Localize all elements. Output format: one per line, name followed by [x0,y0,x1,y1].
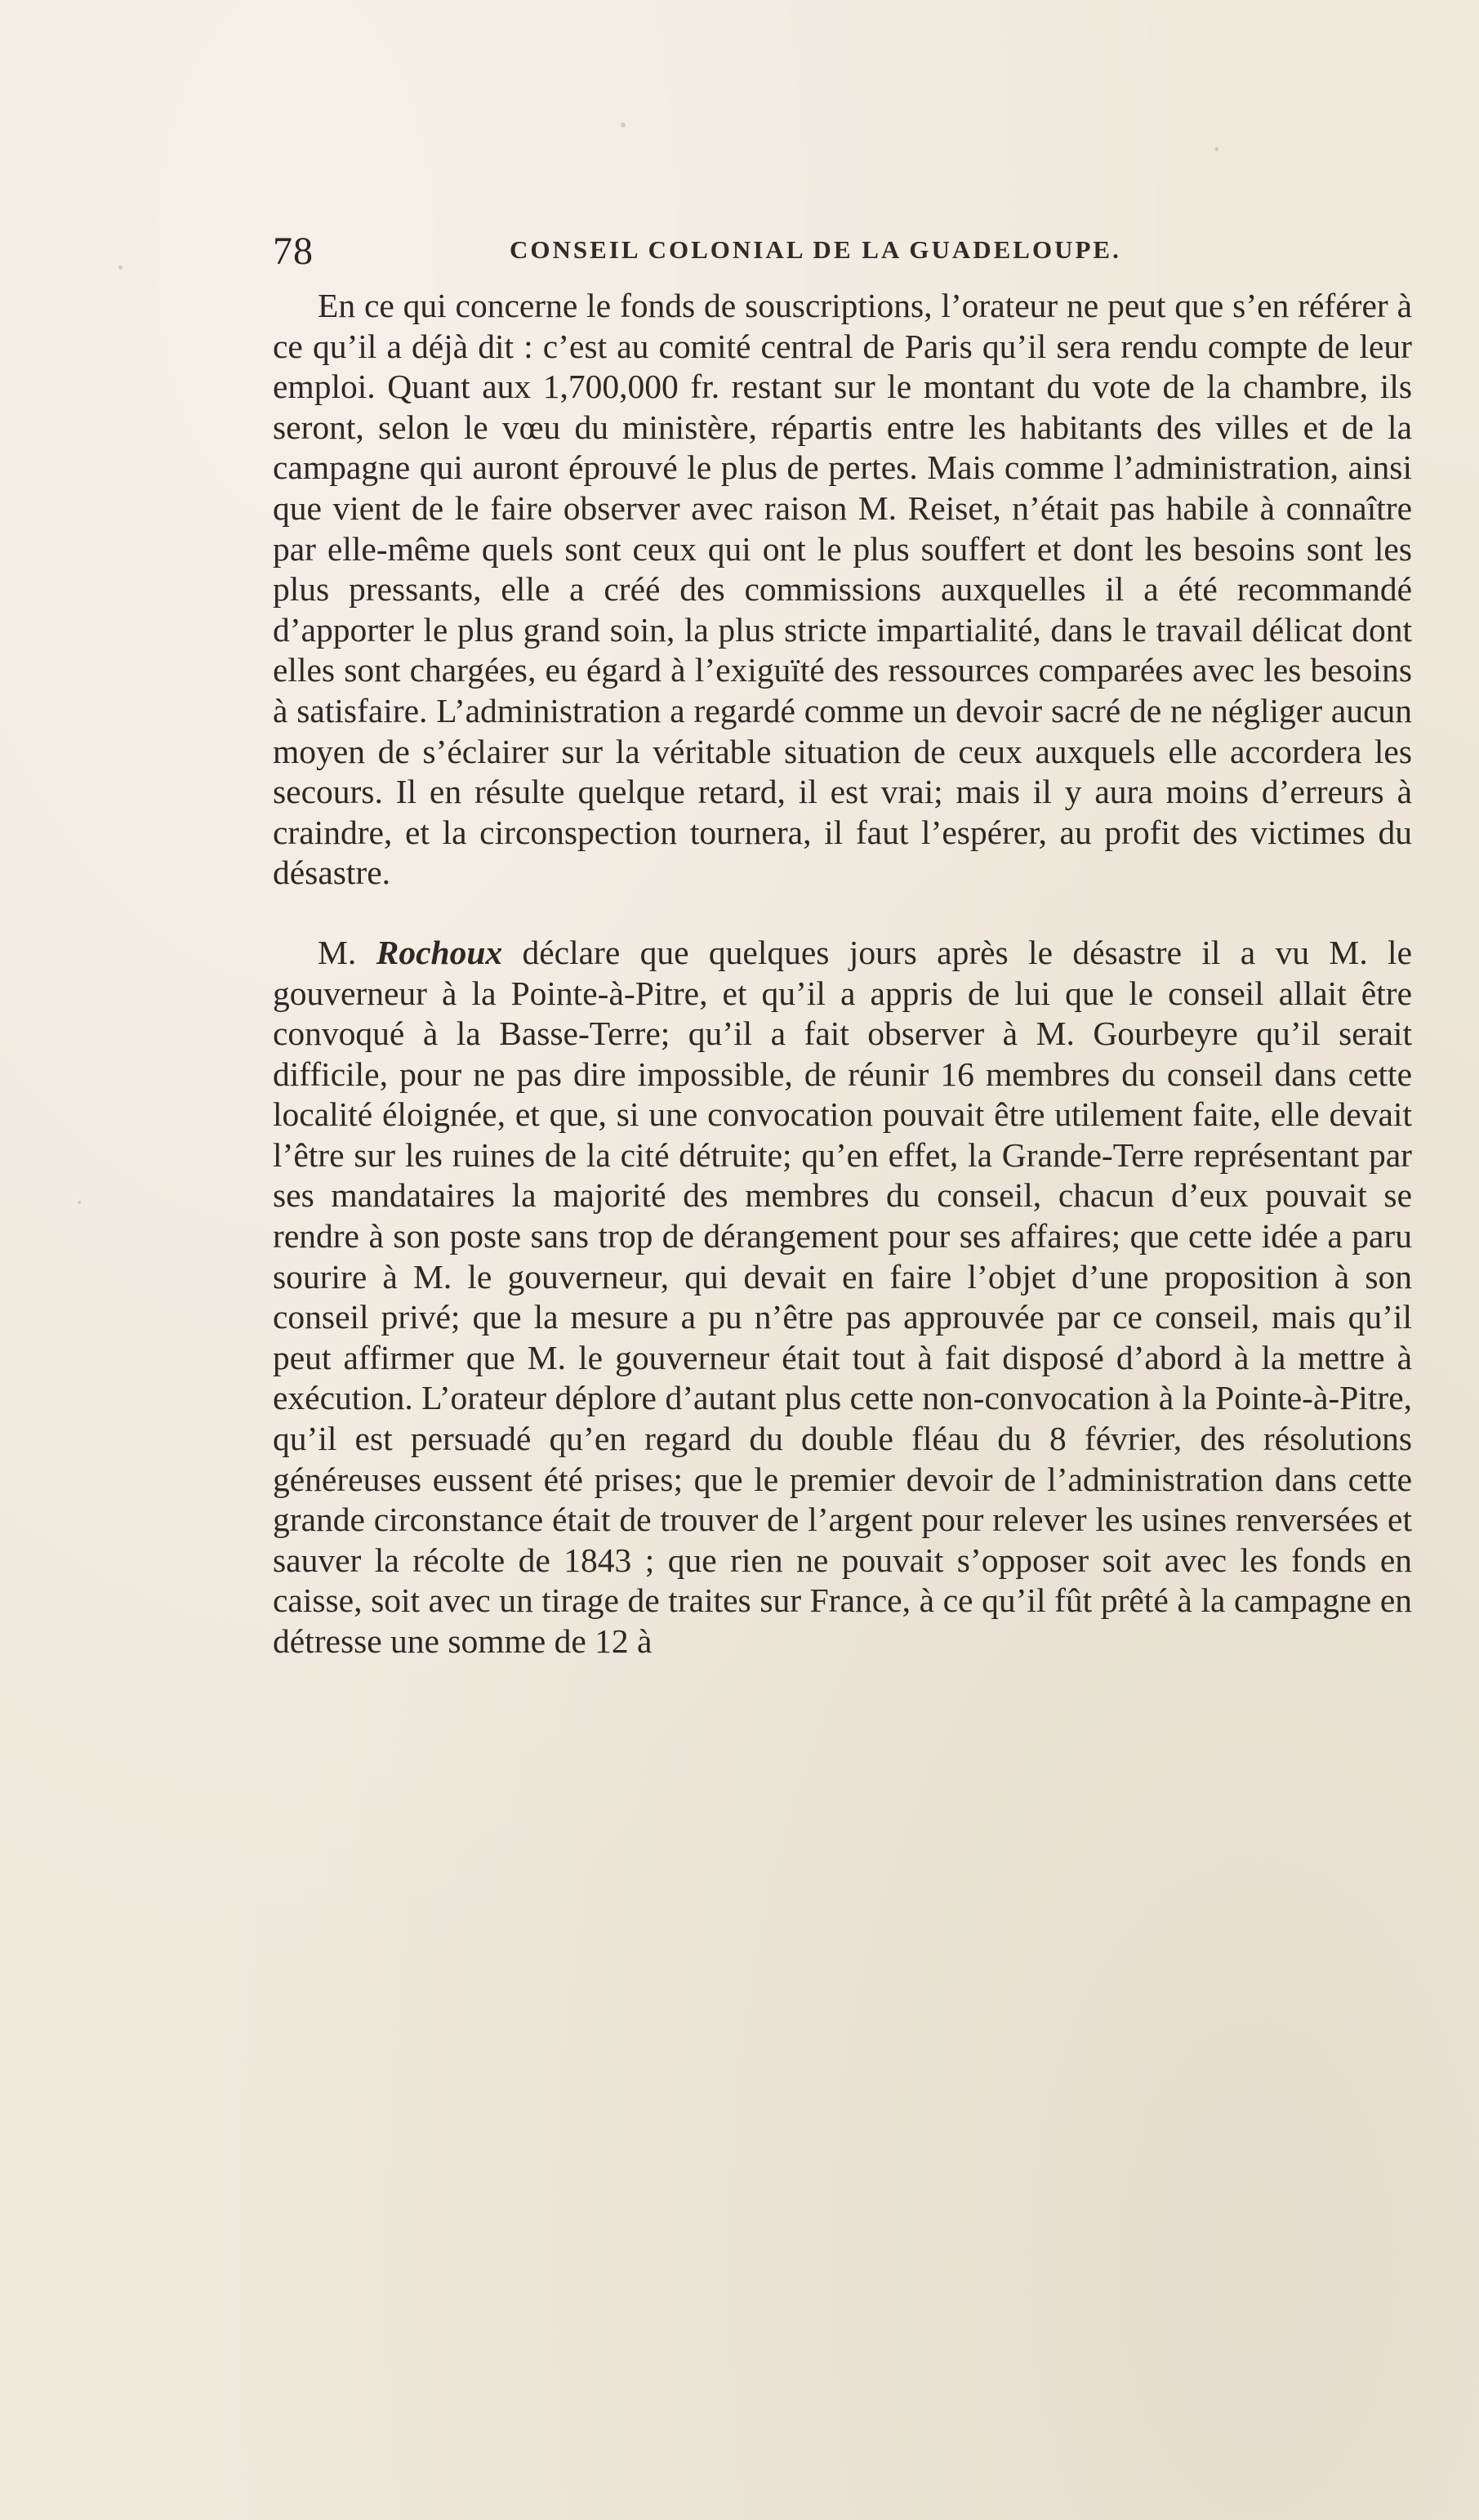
book-page [273,229,1412,1662]
running-title: CONSEIL COLONIAL DE LA GUADELOUPE. [510,235,1121,264]
running-head [273,229,1412,286]
paper-speck [1215,147,1218,151]
paper-speck [621,123,626,127]
paragraph-rochoux [273,933,1412,1662]
paragraph-text: déclare que quelques jours après le désastre il a vu M. le gouverneur à la Pointe-à-Pitre, et qu’il a appris de lui que le conseil allait être convoqué à la Basse-Terre; qu’il a fait observer à M. Gourbeyre qu’il serait difficile, pour ne pas dire impossible, de réunir 16 membres du conseil dans cette localité éloignée, et que, si une convocation pouvait être utilement faite, elle devait l’être sur les ruines de la cité détruite; qu’en effet, la Grande-Terre représentant par ses mandataires la majorité des membres du conseil, chacun d’eux pouvait se rendre à son poste sans trop de dérangement pour ses affaires; que cette idée a paru sourire à M. le gouverneur, qui devait en faire l’objet d’une proposition à son conseil privé; que la mesure a pu n’être pas approuvée par ce conseil, mais qu’il peut affirmer que M. le gouverneur était tout à fait disposé d’abord à la mettre à exécution. L’orateur déplore d’autant plus cette non-convocation à la Pointe-à-Pitre, qu’il est persuadé qu’en regard du double fléau du 8 février, des résolutions généreuses eussent été prises; que le premier devoir de l’administration dans cette grande circonstance était de trouver de l’argent pour relever les usines renversées et sauver la récolte de 1843 ; que rien ne pouvait s’opposer soit avec les fonds en caisse, soit avec un tirage de traites sur France, à ce qu’il fût prêté à la campagne en détresse une somme de 12 à [273,933,1413,1660]
speaker-name: Rochoux [376,933,503,971]
paper-speck [78,1201,81,1204]
paragraph-text: En ce qui concerne le fonds de souscriptions, l’orateur ne peut que s’en référer à ce qu’il a déjà dit : c’est au comité central de Paris qu’il sera rendu compte de leur emploi. Quant aux 1,700,000 fr. restant sur le montant du vote de la chambre, ils seront, selon le vœu du ministère, répartis entre les habitants des villes et de la campagne qui auront éprouvé le plus de pertes. Mais comme l’administration, ainsi que vient de le faire observer avec raison M. Reiset, n’était pas habile à connaître par elle-même quels sont ceux qui ont le plus souffert et dont les besoins sont les plus pressants, elle a créé des commissions auxquelles il a été recommandé d’apporter le plus grand soin, la plus stricte impartialité, dans le travail délicat dont elles sont chargées, eu égard à l’exiguïté des ressources comparées avec les besoins à satisfaire. L’administration a regardé comme un devoir sacré de ne négliger aucun moyen de s’éclairer sur la véritable situation de ceux auxquels elle accordera les secours. Il en résulte quelque retard, il est vrai; mais il y aura moins d’erreurs à craindre, et la circonspection tournera, il faut l’espérer, au profit des victimes du désastre. [273,287,1412,892]
speaker-prefix: M. [318,933,376,971]
page-number: 78 [273,230,314,273]
paper-speck [118,265,123,270]
paragraph-fonds-souscriptions [273,286,1412,894]
body-text [273,286,1412,1662]
